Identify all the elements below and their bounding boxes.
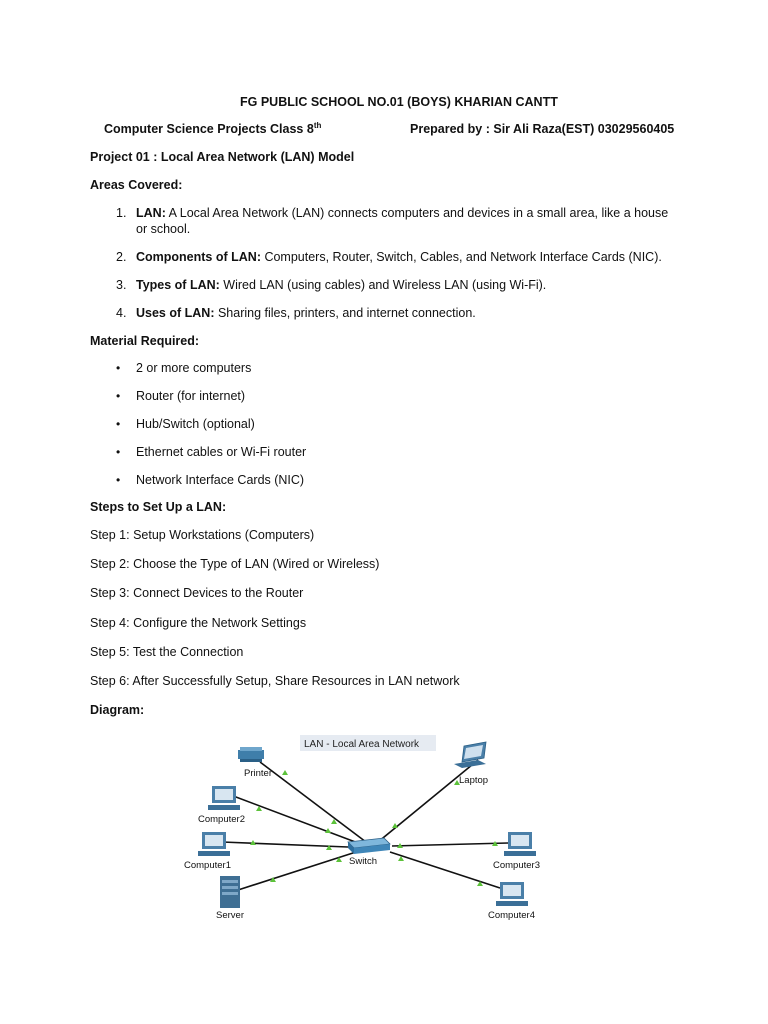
area-text: A Local Area Network (LAN) connects computers and devices in a small area, like a house [165,206,669,220]
area-item-lan [136,206,668,220]
node-label-computer1: Computer1 [184,860,231,871]
area-term: LAN: [136,206,166,220]
computer-icon [496,882,528,906]
switch-icon [348,838,390,854]
computer-icon [208,786,240,810]
area-term: Components of LAN: [136,250,261,264]
diagram-heading: Diagram: [90,703,145,717]
ports [250,770,498,886]
material-item: Network Interface Cards (NIC) [136,473,305,487]
prepared-by-value: Sir Ali Raza(EST) 03029560405 [489,122,675,136]
area-item-components [136,250,662,264]
node-label-computer2: Computer2 [198,814,245,825]
node-label-computer3: Computer3 [493,860,540,871]
step-item: Step 6: After Successfully Setup, Share Resources in LAN network [90,674,460,688]
material-item: 2 or more computers [136,361,252,375]
computer-icon [198,832,230,856]
area-number: 2. [116,250,127,264]
bullet-icon: • [116,389,121,403]
step-item: Step 2: Choose the Type of LAN (Wired or Wireless) [90,557,380,571]
project-title: Project 01 : Local Area Network (LAN) Model [90,150,355,164]
bullet-icon: • [116,473,121,487]
prepared-by-label: Prepared by : [410,122,490,136]
link-printer [260,762,366,842]
area-text: Computers, Router, Switch, Cables, and Network Interface Cards (NIC). [260,250,662,264]
laptop-icon [454,742,486,768]
area-term: Uses of LAN: [136,306,215,320]
area-text: Sharing files, printers, and internet connection. [214,306,476,320]
step-item: Step 3: Connect Devices to the Router [90,586,304,600]
bullet-icon: • [116,417,121,431]
area-term: Types of LAN: [136,278,220,292]
bullet-icon: • [116,445,121,459]
link-computer2 [228,794,366,846]
node-label-server: Server [216,910,244,921]
node-label-laptop: Laptop [459,775,489,786]
port-indicator [282,770,288,775]
area-text: Wired LAN (using cables) and Wireless LAN (using Wi-Fi). [219,278,547,292]
material-item: Hub/Switch (optional) [136,417,255,431]
course-title [104,122,321,136]
lan-diagram [178,730,568,926]
step-item: Step 5: Test the Connection [90,645,244,659]
link-computer4 [390,852,500,888]
link-laptop [378,760,478,842]
steps-heading: Steps to Set Up a LAN: [90,500,227,514]
course-superscript: th [313,120,322,130]
area-item-uses [136,306,476,320]
areas-heading: Areas Covered: [90,178,183,192]
material-item: Router (for internet) [136,389,246,403]
node-label-printer: Printer [244,768,272,779]
area-number: 1. [116,206,127,220]
step-item: Step 4: Configure the Network Settings [90,616,307,630]
area-text-continued: or school. [136,222,191,236]
switch-label: Switch [349,856,377,867]
course-label: Computer Science Projects Class 8 [104,122,314,136]
area-item-types [136,278,546,292]
prepared-by [410,122,674,136]
school-title: FG PUBLIC SCHOOL NO.01 (BOYS) KHARIAN CANTT [240,95,558,109]
area-number: 4. [116,306,127,320]
step-item: Step 1: Setup Workstations (Computers) [90,528,315,542]
node-label-computer4: Computer4 [488,910,535,921]
computer-icon [504,832,536,856]
material-item: Ethernet cables or Wi-Fi router [136,445,307,459]
bullet-icon: • [116,361,121,375]
link-computer3 [392,843,508,846]
link-server [238,852,356,890]
printer-icon [238,747,264,762]
diagram-title: LAN - Local Area Network [304,739,420,750]
server-icon [220,876,240,908]
area-number: 3. [116,278,127,292]
materials-heading: Material Required: [90,334,200,348]
